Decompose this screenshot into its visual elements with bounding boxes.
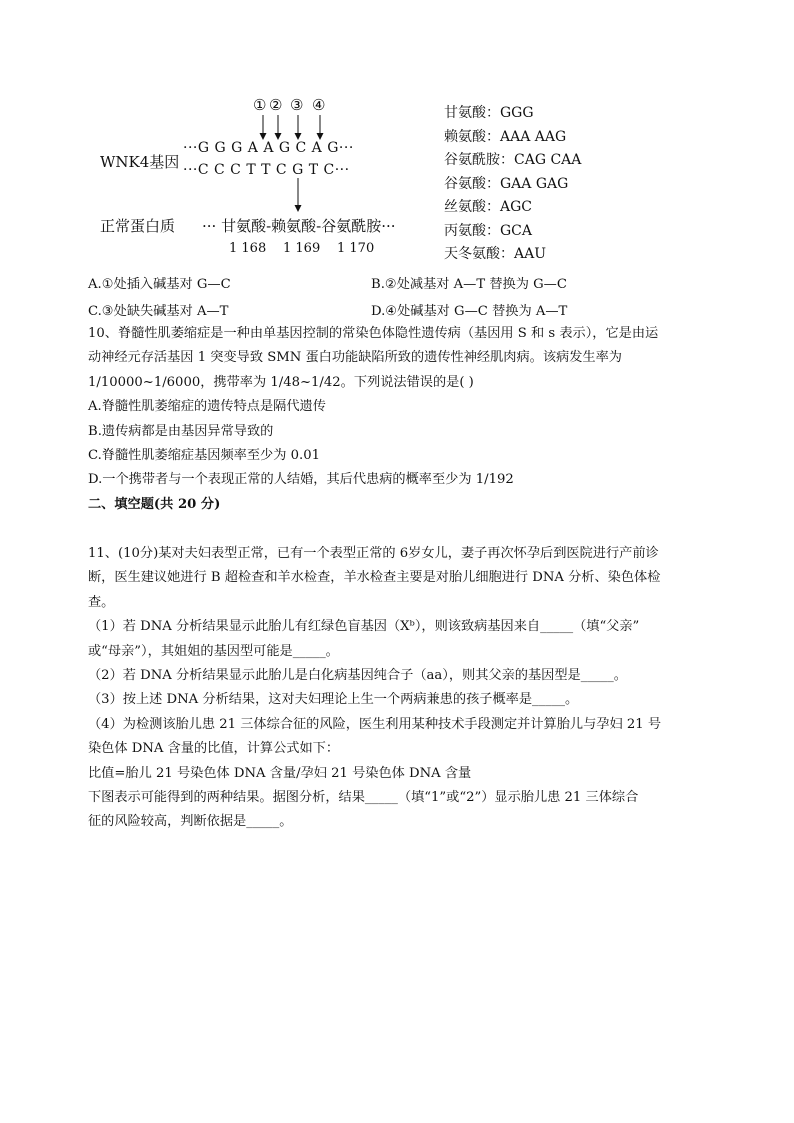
q11-part-2: （2）若 DNA 分析结果显示此胎儿是白化病基因纯合子（aa），则其父亲的基因型是_____。 xyxy=(88,668,627,684)
q9-options-row-2 xyxy=(88,300,713,324)
arrowhead-2 xyxy=(275,133,282,140)
q11-line: 染色体 DNA 含量的比值，计算公式如下： xyxy=(88,741,340,757)
marker-4: ④ xyxy=(312,96,326,114)
position-1168: 1 168 xyxy=(229,241,267,256)
strand-top: ···G G G A A G C A G··· xyxy=(183,140,354,156)
arrowhead-3 xyxy=(295,133,302,140)
position-1170: 1 170 xyxy=(337,241,375,256)
codon-gly: 甘氨酸：GGG xyxy=(444,105,534,121)
q11-part-3: （3）按上述 DNA 分析结果，这对夫妇理论上生一个两病兼患的孩子概率是_____。 xyxy=(88,692,579,708)
protein-sequence: ··· 甘氨酸-赖氨酸-谷氨酰胺··· xyxy=(202,217,396,235)
q10-option-d: D.一个携带者与一个表现正常的人结婚，其后代患病的概率至少为 1/192 xyxy=(88,472,514,488)
question-10 xyxy=(88,322,713,517)
codon-lys: 赖氨酸：AAA AAG xyxy=(444,128,567,145)
gene-figure xyxy=(0,0,794,270)
codon-glu: 谷氨酸：GAA GAG xyxy=(444,175,569,192)
position-1169: 1 169 xyxy=(283,241,321,256)
transcription-arrowhead xyxy=(295,205,302,212)
q9-options-row-1 xyxy=(88,273,713,297)
q11-part-4: （4）为检测该胎儿患 21 三体综合征的风险，医生利用某种技术手段测定并计算胎儿与孕妇 21 号 xyxy=(88,716,662,732)
codon-asn: 天冬氨酸：AAU xyxy=(444,246,547,262)
protein-label: 正常蛋白质 xyxy=(100,217,176,235)
question-11 xyxy=(88,542,713,835)
q9-option-d: D.④处碱基对 G—C 替换为 A—T xyxy=(371,304,568,319)
codon-gln: 谷氨酰胺：CAG CAA xyxy=(444,152,582,168)
q11-line: 查。 xyxy=(88,594,115,610)
q11-line: 11、(10分)某对夫妇表型正常，已有一个表型正常的 6岁女儿，妻子再次怀孕后到医院进行产前诊 xyxy=(88,546,659,561)
q10-option-a: A.脊髓性肌萎缩症的遗传特点是隔代遗传 xyxy=(88,399,326,415)
q9-option-b: B.②处减基对 A—T 替换为 G—C xyxy=(371,277,567,292)
q10-option-b: B.遗传病都是由基因异常导致的 xyxy=(88,423,274,439)
arrowhead-4 xyxy=(317,133,324,140)
q11-formula: 比值=胎儿 21 号染色体 DNA 含量/孕妇 21 号染色体 DNA 含量 xyxy=(88,765,472,781)
q11-part-1: （1）若 DNA 分析结果显示此胎儿有红绿色盲基因（Xᵇ），则该致病基因来自_____（填“父亲” xyxy=(88,619,640,635)
q11-line: 断，医生建议她进行 B 超检查和羊水检查，羊水检查主要是对胎儿细胞进行 DNA 分析、染色体检 xyxy=(88,570,661,586)
gene-label: WNK4基因 xyxy=(100,153,180,171)
q10-stem-line: 动神经元存活基因 1 突变导致 SMN 蛋白功能缺陷所致的遗传性神经肌肉病。该病发生率为 xyxy=(88,350,622,366)
q9-option-c: C.③处缺失碱基对 A—T xyxy=(88,304,229,319)
q11-line: 或“母亲”），其姐姐的基因型可能是_____。 xyxy=(88,643,339,659)
section-2-title: 二、填空题(共 20 分) xyxy=(88,496,221,512)
strand-bottom: ···C C C T T C G T C··· xyxy=(183,162,350,178)
marker-2: ② xyxy=(269,96,283,114)
codon-ser: 丝氨酸：AGC xyxy=(444,199,533,215)
marker-3: ③ xyxy=(290,96,304,114)
arrowhead-1 xyxy=(260,133,267,140)
codon-table xyxy=(444,102,581,267)
q10-stem-line: 1/10000~1/6000，携带率为 1/48~1/42。下列说法错误的是( ) xyxy=(88,374,474,390)
q10-stem-line: 10、脊髓性肌萎缩症是一种由单基因控制的常染色体隐性遗传病（基因用 S 和 s 表示），它是由运 xyxy=(88,326,659,341)
q11-line: 征的风险较高，判断依据是_____。 xyxy=(88,814,293,830)
marker-1: ① xyxy=(253,96,267,114)
q9-option-a: A.①处插入碱基对 G—C xyxy=(88,277,231,292)
q11-line: 下图表示可能得到的两种结果。据图分析，结果_____（填“1”或“2”）显示胎儿患 21 三体综合 xyxy=(88,790,639,806)
codon-ala: 丙氨酸：GCA xyxy=(444,222,533,239)
q10-option-c: C.脊髓性肌萎缩症基因频率至少为 0.01 xyxy=(88,448,320,464)
